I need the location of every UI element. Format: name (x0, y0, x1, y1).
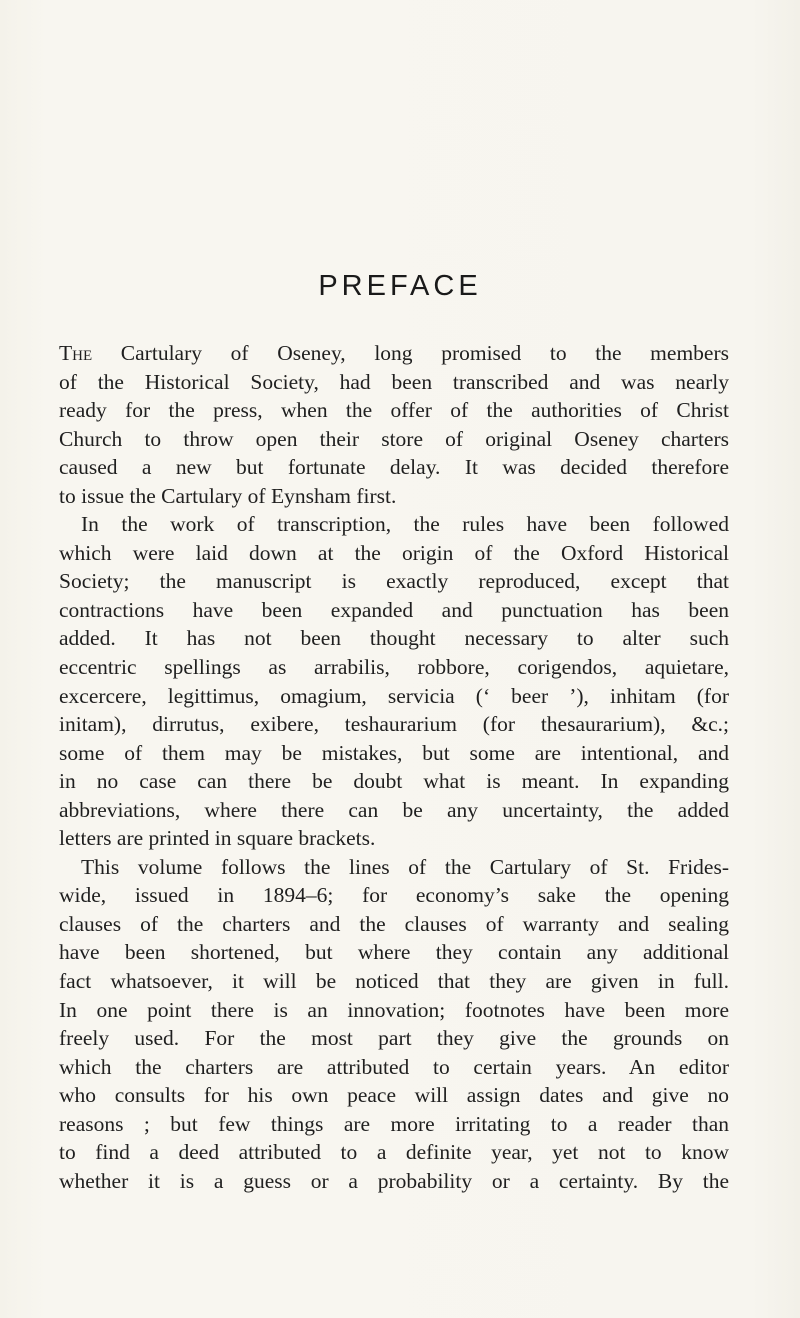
text-line-28: reasons ; but few things are more irritating to a reader than (59, 1111, 729, 1136)
text-line-22: have been shortened, but where they contain any additional (59, 940, 729, 965)
text-line-7: In the work of transcription, the rules have been followed (81, 512, 729, 537)
text-line-17: abbreviations, where there can be any uncertainty, the added (59, 797, 729, 822)
text-line-1 (59, 339, 729, 368)
text-line-2: of the Historical Society, had been transcribed and was nearly (59, 369, 729, 394)
text-line-12: eccentric spellings as arrabilis, robbore, corigendos, aquietare, (59, 655, 729, 680)
text-line-29: to find a deed attributed to a definite year, yet not to know (59, 1140, 729, 1165)
text-line-25: freely used. For the most part they give the grounds on (59, 1026, 729, 1051)
text-line-24: In one point there is an innovation; footnotes have been more (59, 997, 729, 1022)
text-line-19: This volume follows the lines of the Cartulary of St. Frides- (81, 854, 729, 879)
text-line-5: caused a new but fortunate delay. It was decided therefore (59, 455, 729, 480)
text-line-8: which were laid down at the origin of the Oxford Historical (59, 540, 729, 565)
preface-text (59, 339, 729, 1195)
text-line-23: fact whatsoever, it will be noticed that they are given in full. (59, 969, 729, 994)
text-line-10: contractions have been expanded and punctuation has been (59, 597, 729, 622)
page-title: PREFACE (318, 270, 482, 302)
text-line-18: letters are printed in square brackets. (59, 826, 376, 851)
text-line-14: initam), dirrutus, exibere, teshaurarium (for thesaurarium), &c.; (59, 712, 729, 737)
text-line-6: to issue the Cartulary of Eynsham first. (59, 483, 397, 508)
text-line-13: excercere, legittimus, omagium, servicia (‘ beer ’), inhitam (for (59, 683, 729, 708)
text-line-27: who consults for his own peace will assign dates and give no (59, 1083, 729, 1108)
text-line-16: in no case can there be doubt what is meant. In expanding (59, 769, 729, 794)
text-line-1-rest: Cartulary of Oseney, long promised to the members (120, 341, 729, 365)
text-line-4: Church to throw open their store of original Oseney charters (59, 426, 729, 451)
text-line-9: Society; the manuscript is exactly reproduced, except that (59, 569, 729, 594)
first-word: The (59, 341, 93, 365)
text-line-21: clauses of the charters and the clauses of warranty and sealing (59, 911, 729, 936)
text-line-15: some of them may be mistakes, but some are intentional, and (59, 740, 729, 765)
text-line-3: ready for the press, when the offer of the authorities of Christ (59, 398, 729, 423)
text-line-26: which the charters are attributed to certain years. An editor (59, 1054, 729, 1079)
text-line-20: wide, issued in 1894–6; for economy’s sake the opening (59, 883, 729, 908)
text-line-30: whether it is a guess or a probability or a certainty. By the (59, 1168, 729, 1193)
text-line-11: added. It has not been thought necessary to alter such (59, 626, 729, 651)
